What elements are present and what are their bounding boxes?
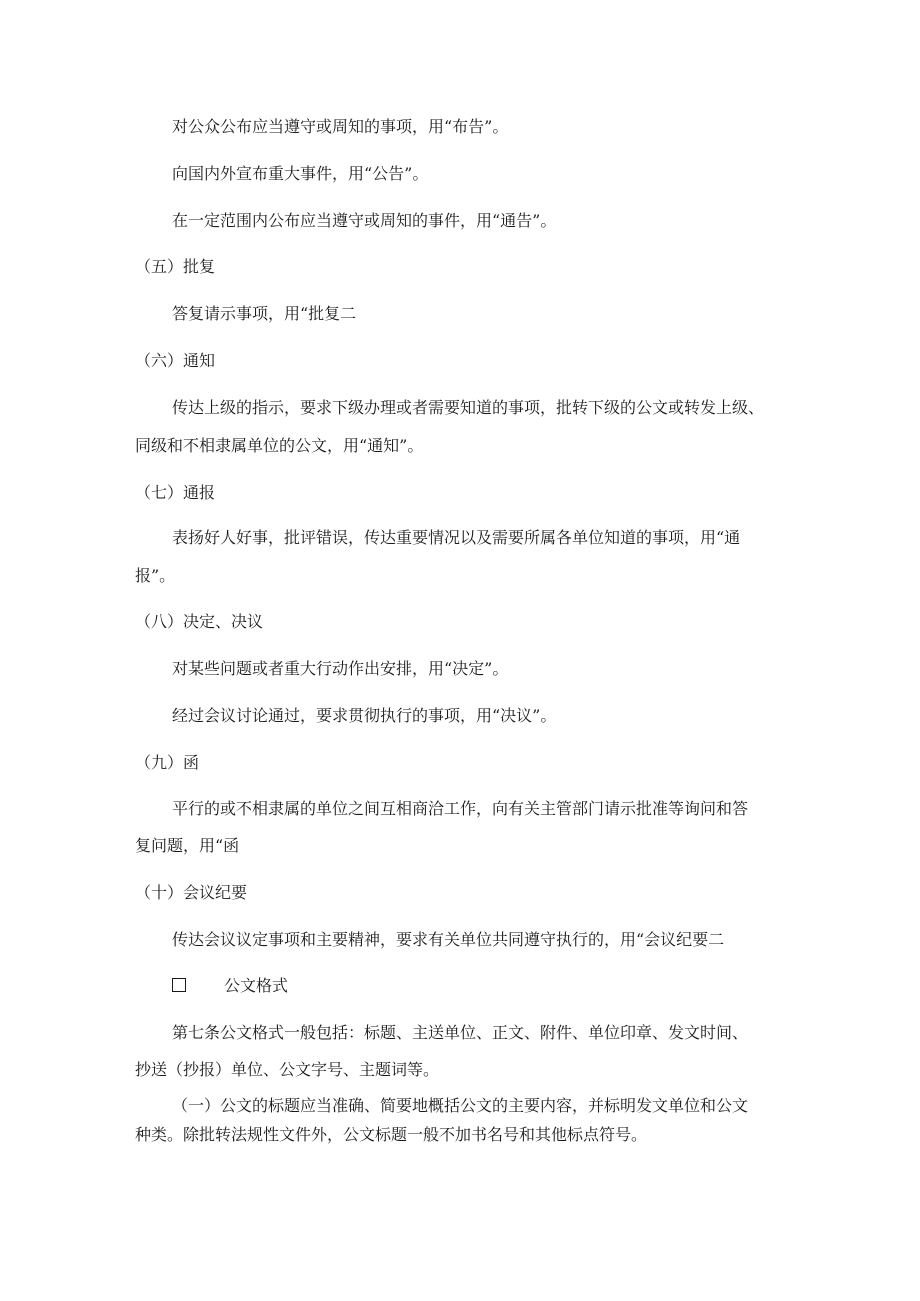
text-line: 传达上级的指示，要求下级办理或者需要知道的事项，批转下级的公文或转发上级、 bbox=[172, 398, 765, 417]
text-line: 种类。除批转法规性文件外，公文标题一般不加书名号和其他标点符号。 bbox=[135, 1125, 648, 1144]
checkbox-square-icon bbox=[172, 978, 186, 992]
text-line: 对公众公布应当遵守或周知的事项，用“布告”。 bbox=[172, 117, 509, 136]
section-heading: （六）通知 bbox=[135, 351, 216, 370]
text-line: （一）公文的标题应当准确、简要地概括公文的主要内容，并标明发文单位和公文 bbox=[172, 1096, 749, 1115]
text-line: 抄送（抄报）单位、公文字号、主题词等。 bbox=[135, 1060, 440, 1079]
section-heading: （八）决定、决议 bbox=[135, 612, 264, 631]
text-line: 向国内外宣布重大事件，用“公告”。 bbox=[172, 164, 429, 183]
text-line: 第七条公文格式一般包括：标题、主送单位、正文、附件、单位印章、发文时间、 bbox=[172, 1023, 749, 1042]
text-line: 平行的或不相隶属的单位之间互相商洽工作，向有关主管部门请示批准等询问和答 bbox=[172, 799, 749, 818]
text-line: 答复请示事项，用“批复二 bbox=[172, 304, 357, 323]
section-heading: （九）函 bbox=[135, 753, 200, 772]
section-heading: （五）批复 bbox=[135, 257, 216, 276]
text-line: 传达会议议定事项和主要精神，要求有关单位共同遵守执行的，用“会议纪要二 bbox=[172, 930, 725, 949]
chapter-heading-label: 公文格式 bbox=[224, 976, 289, 995]
section-heading: （十）会议纪要 bbox=[135, 883, 248, 902]
text-line: 同级和不相隶属单位的公文，用“通知”。 bbox=[135, 436, 424, 455]
text-line: 报”。 bbox=[135, 566, 176, 585]
section-heading: （七）通报 bbox=[135, 483, 216, 502]
text-line: 经过会议讨论通过，要求贯彻执行的事项，用“决议”。 bbox=[172, 706, 557, 725]
text-line: 复问题，用“函 bbox=[135, 836, 240, 855]
text-line: 表扬好人好事，批评错误，传达重要情况以及需要所属各单位知道的事项，用“通 bbox=[172, 528, 741, 547]
text-line: 在一定范围内公布应当遵守或周知的事件，用“通告”。 bbox=[172, 211, 557, 230]
text-line: 对某些问题或者重大行动作出安排，用“决定”。 bbox=[172, 659, 509, 678]
chapter-heading bbox=[172, 976, 288, 996]
